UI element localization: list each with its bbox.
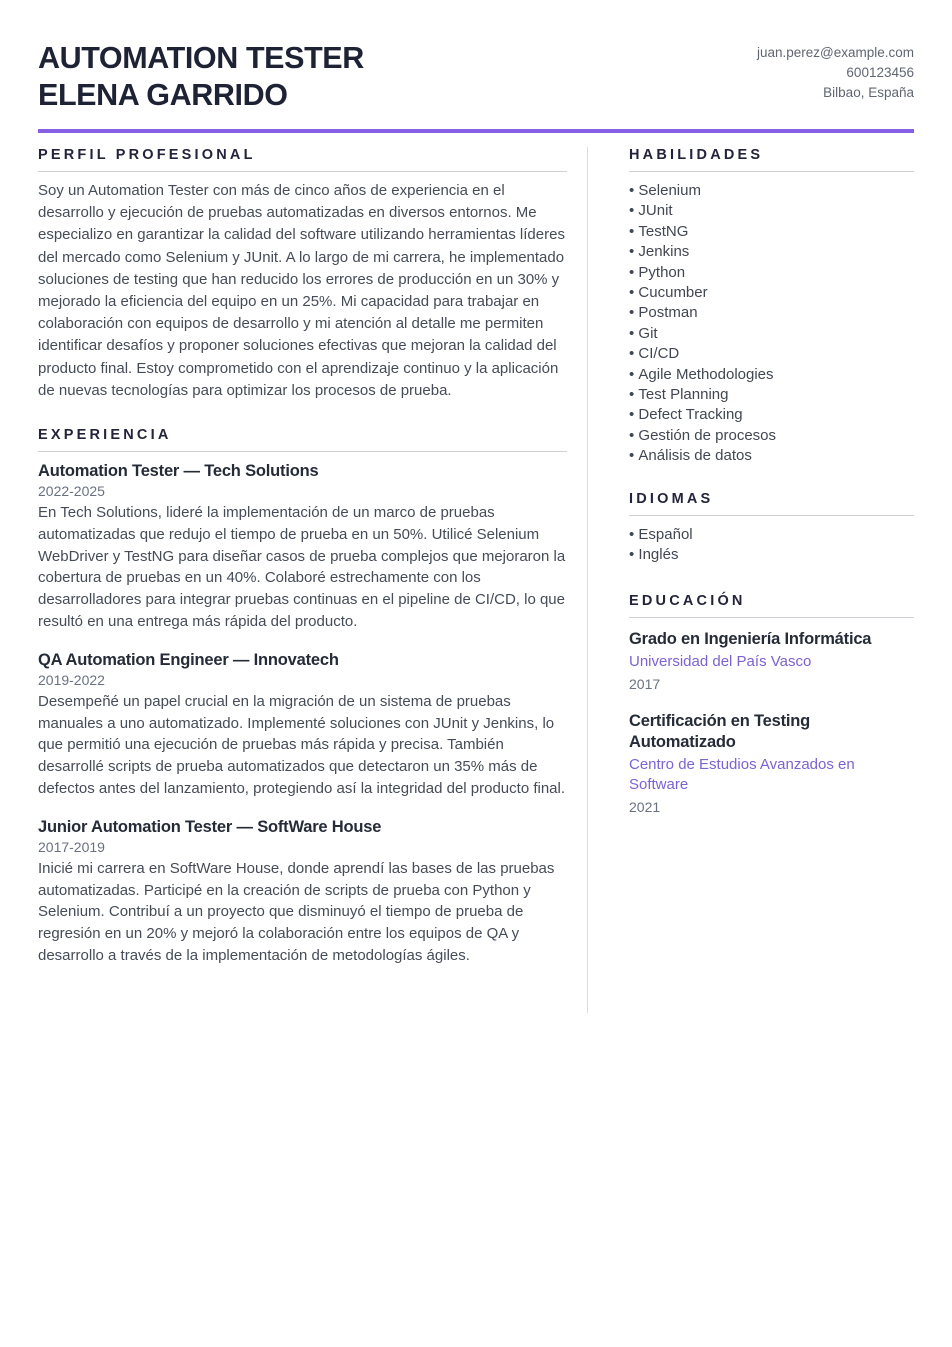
contact-info [757, 40, 914, 103]
job-dates: 2022-2025 [38, 483, 105, 500]
skill-item: • JUnit [629, 201, 914, 221]
section-heading-profile: PERFIL PROFESIONAL [38, 147, 567, 172]
job-description: En Tech Solutions, lideré la implementación de un marco de pruebas automatizadas que redujo el tiempo de prueba en un 50%. Utilicé Selenium WebDriver y TestNG para diseñar casos de prueba complejos que mejoraron la cobertura de pruebas en un 40%. Colaboré estrechamente con los desarrolladores para integrar pruebas continuas en el pipeline de CI/CD, lo que resultó en una entrega más rápida del producto. [38, 504, 566, 631]
profile-summary-text: Soy un Automation Tester con más de cinco años de experiencia en el desarrollo y ejecución de pruebas automatizadas en diversos entornos. Me especializo en garantizar la calidad del software utilizando herramientas líderes del mercado como Selenium y JUnit. A lo largo de mi carrera, he implementado soluciones de testing que han reducido los errores de producción en un 30% y mejorado la eficiencia del equipo en un 25%. Mi capacidad para trabajar en colaboración con equipos de desarrollo y mi atención al detalle me permiten identificar desafíos y proponer soluciones efectivas que mejoran la calidad del producto final. Estoy comprometido con el aprendizaje continuo y la aplicación de nuevas tecnologías para optimizar los procesos de prueba. [38, 182, 565, 399]
job-description: Inicié mi carrera en SoftWare House, donde aprendí las bases de las pruebas automatizadas. Participé en la creación de scripts de prueba con Python y Selenium. Contribuí a un proyecto que disminuyó el tiempo de prueba de regresión en un 20% y mejoró la colaboración entre los equipos de QA y desarrollo a través de la implementación de metodologías ágiles. [38, 859, 555, 964]
job-entry [38, 817, 567, 967]
education-entry [629, 711, 914, 816]
education-year: 2021 [629, 799, 661, 815]
skill-item: • Gestión de procesos [629, 426, 914, 446]
skill-item: • Test Planning [629, 385, 914, 405]
job-entry [38, 461, 567, 633]
section-heading-education: EDUCACIÓN [629, 593, 914, 618]
education-institution: Centro de Estudios Avanzados en Software [629, 756, 855, 793]
skill-item: • TestNG [629, 222, 914, 242]
language-item: • Inglés [629, 545, 914, 565]
title-role: AUTOMATION TESTER [38, 41, 364, 75]
skill-item: • Análisis de datos [629, 446, 914, 466]
skill-item: • Defect Tracking [629, 405, 914, 425]
job-entry [38, 650, 567, 800]
contact-location: Bilbao, España [823, 85, 914, 100]
language-item: • Español [629, 525, 914, 545]
job-title: Automation Tester — Tech Solutions [38, 462, 319, 481]
sidebar-column [629, 147, 914, 1013]
education-year: 2017 [629, 676, 661, 692]
education-entry [629, 629, 914, 694]
section-heading-skills: HABILIDADES [629, 147, 914, 172]
section-heading-languages: IDIOMAS [629, 491, 914, 516]
education-institution: Universidad del País Vasco [629, 652, 812, 670]
skill-item: • CI/CD [629, 344, 914, 364]
job-title: Junior Automation Tester — SoftWare House [38, 817, 382, 836]
skill-item: • Selenium [629, 181, 914, 201]
job-title: QA Automation Engineer — Innovatech [38, 650, 339, 669]
section-heading-experience: EXPERIENCIA [38, 427, 567, 452]
skill-item: • Git [629, 324, 914, 344]
column-divider-line [587, 147, 588, 1013]
contact-phone: 600123456 [846, 65, 914, 80]
title-name: ELENA GARRIDO [38, 78, 288, 112]
page-title [38, 40, 364, 114]
job-dates: 2019-2022 [38, 671, 105, 688]
resume-header [38, 40, 914, 114]
skill-item: • Agile Methodologies [629, 365, 914, 385]
main-column [38, 147, 567, 1013]
skill-item: • Cucumber [629, 283, 914, 303]
job-description: Desempeñé un papel crucial en la migración de un sistema de pruebas manuales a uno automatizado. Implementé soluciones con JUnit y Jenkins, lo que permitió una ejecución de pruebas más rápida y precisa. También desarrollé scripts de prueba automatizados que detectaron un 35% más de defectos antes del lanzamiento, protegiendo así la integridad del producto final. [38, 692, 566, 797]
education-degree: Certificación en Testing Automatizado [629, 712, 811, 751]
skill-item: • Postman [629, 303, 914, 323]
education-degree: Grado en Ingeniería Informática [629, 629, 872, 648]
accent-divider-rule [38, 129, 914, 133]
skill-item: • Python [629, 263, 914, 283]
job-dates: 2017-2019 [38, 838, 105, 855]
resume-body [38, 147, 914, 1013]
languages-list [629, 525, 914, 566]
contact-email: juan.perez@example.com [756, 45, 914, 60]
skill-item: • Jenkins [629, 242, 914, 262]
skills-list [629, 181, 914, 467]
